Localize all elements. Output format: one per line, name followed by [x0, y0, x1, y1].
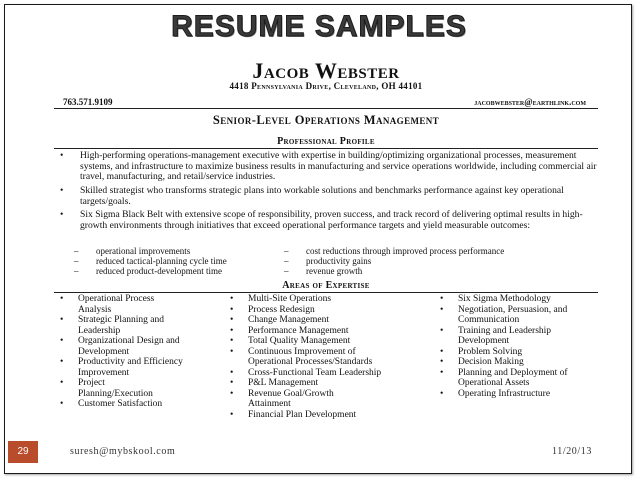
expertise-column-3	[440, 294, 590, 399]
bullet-icon: •	[440, 367, 444, 378]
bullet-icon: •	[230, 409, 234, 420]
expertise-item: • Financial Plan Development	[230, 409, 357, 420]
bullet-icon: •	[60, 150, 64, 161]
bullet-icon: •	[60, 378, 64, 388]
bullet-icon: •	[230, 378, 234, 388]
expertise-item: • Continuous Improvement of Operational Processes/Standards	[230, 346, 373, 367]
bullet-icon: •	[60, 315, 64, 325]
bullet-icon: •	[440, 325, 444, 336]
bullet-icon: •	[230, 388, 234, 399]
expertise-item: • Problem Solving	[440, 346, 523, 357]
expertise-heading: Areas of Expertise	[282, 280, 370, 291]
resume-phone: 763.571.9109	[63, 97, 113, 107]
expertise-item: • Performance Management	[230, 325, 349, 336]
slide-number-badge: 29	[8, 441, 38, 463]
divider	[54, 292, 598, 293]
expertise-item: • Revenue Goal/Growth Attainment	[230, 388, 334, 409]
expertise-item: • Cross-Functional Team Leadership	[230, 367, 382, 378]
bullet-icon: •	[230, 346, 234, 357]
resume-email: jacobwebster@earthlink.com	[474, 97, 586, 107]
expertise-column-1	[60, 294, 210, 410]
bullet-icon: •	[440, 388, 444, 399]
bullet-icon: •	[230, 315, 234, 325]
bullet-icon: •	[230, 367, 234, 378]
expertise-item: • Strategic Planning and Leadership	[60, 315, 165, 336]
bullet-icon: •	[60, 185, 64, 196]
resume-name: Jacob Webster	[252, 58, 400, 83]
bullet-icon: •	[440, 357, 444, 367]
expertise-item: • Change Management	[230, 315, 329, 325]
expertise-item: • Multi-Site Operations	[230, 294, 332, 304]
expertise-item: • Total Quality Management	[230, 336, 351, 346]
expertise-item: • Operating Infrastructure	[440, 388, 551, 399]
bullet-icon: •	[60, 399, 64, 409]
expertise-item: • Organizational Design and Development	[60, 336, 180, 357]
bullet-icon: •	[230, 325, 234, 336]
expertise-column-2	[230, 294, 430, 420]
bullet-icon: •	[230, 294, 234, 304]
footer-email: suresh@mybskool.com	[70, 446, 176, 457]
bullet-icon: •	[230, 304, 234, 315]
bullet-icon: •	[60, 209, 64, 220]
profile-heading: Professional Profile	[277, 136, 375, 147]
bullet-icon: •	[60, 336, 64, 346]
bullet-icon: •	[60, 294, 64, 304]
resume-address: 4418 Pennsylvania Drive, Cleveland, OH 44101	[229, 81, 423, 91]
expertise-item: • Customer Satisfaction	[60, 399, 163, 409]
expertise-item: • Six Sigma Methodology	[440, 294, 551, 304]
expertise-item: • Productivity and Efficiency Improvement	[60, 357, 183, 378]
footer-date: 11/20/13	[552, 446, 592, 457]
bullet-icon: •	[440, 294, 444, 304]
expertise-item: • Process Redesign	[230, 304, 315, 315]
divider	[54, 148, 598, 149]
bullet-icon: •	[230, 336, 234, 346]
expertise-item: • Decision Making	[440, 357, 524, 367]
expertise-item: • P&L Management	[230, 378, 319, 388]
expertise-item: • Operational Process Analysis	[60, 294, 155, 315]
divider	[54, 108, 598, 109]
bullet-icon: •	[440, 304, 444, 315]
bullet-icon: •	[60, 357, 64, 367]
resume-document: Jacob Webster 4418 Pennsylvania Drive, Cleveland, OH 44101 763.571.9109 jacobwebster@earthlink.com Senior-Level Operations Management Professional Profile • High-performing operations-management executive with expertise in building/optimizing organizational processes, measurement systems, and infrastructure to maximize business results in manufacturing and service operations worldwide, including commercial air travel, manufacturing, and retail/service industries. • Skilled strategist who transforms strategic plans into workable solutions and benchmarks performance against key operational targets/goals. • Six Sigma Black Belt with extensive scope of responsibility, proven success, and track record of delivering optimal results in high-growth environments through initiatives that exceed operational performance targets and yield measurable outcomes: – operational improvements – reduced tactical-planning cycle time – reduced product-development time – cost reductions through improved process performance – productivity gains – revenue growth Areas of Expertise • Operational Process Analysis • Strategic Planning and Leadership • Organizational Design and Development • Productivity and Efficiency Improvement • Project Planning/Execution • Customer Satisfaction • Multi-Site Operations • Process Redesign • Change Management • Performance Management • Total Quality Management • Continuous Improvement of Operational Processes/Standards • Cross-Functional Team Leadership • P&L Management • Revenue Goal/Growth Attainment • Financial Plan Development • Six Sigma Methodology • Negotiation, Persuasion, and Communication • Training and Leadership Development • Problem Solving • Decision Making • Planning and Deployment of Operational Assets • Operating Infrastructure	[52, 50, 600, 426]
expertise-item: • Negotiation, Persuasion, and Communication	[440, 304, 568, 325]
bullet-icon: •	[440, 346, 444, 357]
slide-title: RESUME SAMPLES	[171, 10, 467, 43]
expertise-item: • Project Planning/Execution	[60, 378, 153, 399]
resume-headline: Senior-Level Operations Management	[212, 113, 440, 127]
expertise-item: • Training and Leadership Development	[440, 325, 552, 346]
expertise-item: • Planning and Deployment of Operational Assets	[440, 367, 568, 388]
